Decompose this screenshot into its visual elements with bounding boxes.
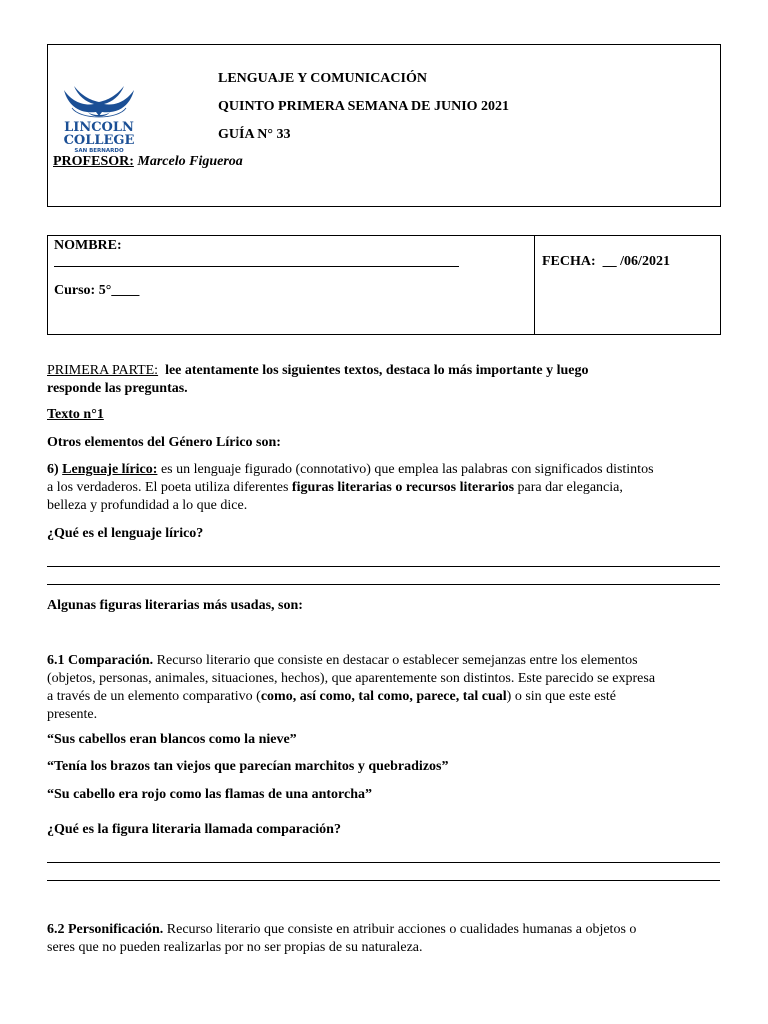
professor-label: PROFESOR: — [53, 154, 134, 169]
answer-line[interactable] — [47, 584, 720, 585]
svg-text:LINCOLN: LINCOLN — [64, 120, 134, 135]
student-info-box — [47, 235, 721, 335]
section-62-text-1: Recurso literario que consiste en atribuir acciones o cualidades humanas a objetos o — [163, 922, 637, 937]
section-62-line-1 — [47, 921, 721, 938]
section-62-text-2: seres que no pueden realizarlas por no ser propias de su naturaleza. — [47, 940, 423, 955]
part-label: PRIMERA PARTE: — [47, 363, 159, 378]
course-blank[interactable]: ____ — [111, 283, 140, 298]
section-61-text-1: Recurso literario que consiste en destacar o establecer semejanzas entre los elementos — [153, 653, 638, 668]
svg-text:SAN BERNARDO: SAN BERNARDO — [74, 148, 124, 154]
section-61-text-3: a través de un elemento comparativo ( — [47, 689, 261, 704]
section-6-num: 6) — [47, 462, 59, 477]
example-1: “Sus cabellos eran blancos como la nieve” — [47, 732, 297, 747]
answer-line[interactable] — [47, 566, 720, 567]
example-3: “Su cabello era rojo como las flamas de una antorcha” — [47, 787, 372, 802]
section-6-bold: figuras literarias o recursos literarios — [291, 480, 515, 495]
guide-number: GUÍA N° 33 — [218, 127, 291, 142]
professor-line — [53, 154, 243, 170]
section-6-text-3: para dar elegancia, — [514, 480, 623, 495]
part-one-heading — [47, 362, 721, 379]
part-instruction-2: responde las preguntas. — [47, 381, 188, 396]
info-divider — [534, 236, 535, 334]
question-2: ¿Qué es la figura literaria llamada comparación? — [47, 822, 341, 837]
section-61-bold: como, así como, tal como, parece, tal cual — [260, 689, 507, 704]
text-label: Texto n°1 — [47, 407, 104, 422]
professor-name: Marcelo Figueroa — [137, 154, 243, 169]
section-61-line-3 — [47, 688, 721, 705]
answer-line[interactable] — [47, 880, 720, 881]
name-answer-line[interactable] — [54, 266, 459, 267]
part-instruction: lee atentamente los siguientes textos, destaca lo más importante y luego — [165, 363, 589, 378]
figures-intro: Algunas figuras literarias más usadas, son: — [47, 598, 303, 613]
section-62-title: 6.2 Personificación. — [47, 922, 164, 937]
answer-line[interactable] — [47, 862, 720, 863]
section-61-text-2: (objetos, personas, animales, situaciones, hechos), que aparentemente son distintos. Este parecido se expresa — [47, 671, 656, 686]
section-61-line-1 — [47, 652, 721, 669]
course-label: Curso: 5° — [54, 283, 112, 298]
section-6-title: Lenguaje lírico: — [62, 462, 158, 477]
section-6-text-2: a los verdaderos. El poeta utiliza diferentes — [47, 480, 292, 495]
question-1: ¿Qué es el lenguaje lírico? — [47, 526, 204, 541]
section-61-text-4: ) o sin que este esté — [506, 689, 616, 704]
date-label: FECHA: — [542, 254, 596, 269]
subject-title: LENGUAJE Y COMUNICACIÓN — [218, 71, 427, 86]
date-value[interactable]: __ /06/2021 — [602, 254, 670, 269]
section-6-line-1 — [47, 461, 721, 478]
section-6-text-4: belleza y profundidad a lo que dice. — [47, 498, 248, 513]
school-logo — [58, 78, 140, 158]
course-field — [54, 283, 139, 299]
section-6-text-1: es un lenguaje figurado (connotativo) que emplea las palabras con significados distintos — [157, 462, 654, 477]
name-label: NOMBRE: — [54, 238, 122, 253]
example-2: “Tenía los brazos tan viejos que parecían marchitos y quebradizos” — [47, 759, 449, 774]
intro: Otros elementos del Género Lírico son: — [47, 435, 281, 450]
section-6-line-2 — [47, 479, 721, 496]
svg-text:COLLEGE: COLLEGE — [63, 133, 135, 148]
date-field — [542, 254, 670, 270]
section-61-text-5: presente. — [47, 707, 98, 722]
course-week: QUINTO PRIMERA SEMANA DE JUNIO 2021 — [218, 99, 510, 114]
header-box — [47, 44, 721, 207]
section-61-title: 6.1 Comparación. — [47, 653, 154, 668]
